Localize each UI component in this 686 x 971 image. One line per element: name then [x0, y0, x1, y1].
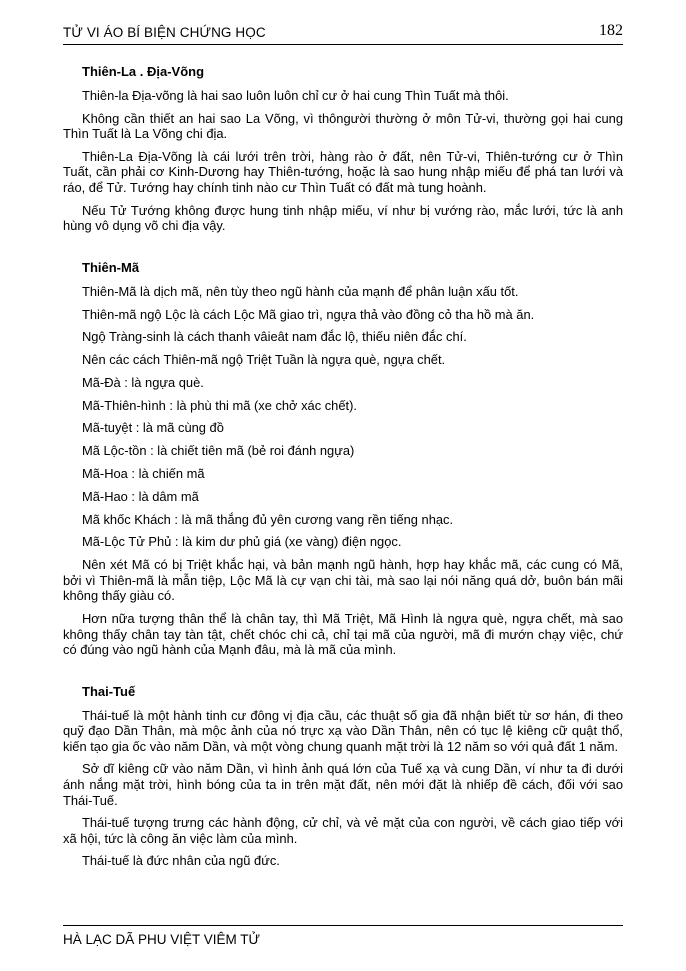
section-title: Thiên-La . Địa-Võng — [82, 64, 205, 79]
list-line: Mã Lộc-tồn : là chiết tiên mã (bẻ roi đánh ngựa) — [82, 443, 355, 459]
paragraph: Thiên-la Địa-võng là hai sao luôn luôn chỉ cư ở hai cung Thìn Tuất mà thôi. — [82, 88, 509, 103]
section-thien-la-dia-vong — [63, 62, 623, 234]
list-line: Mã-Lộc Tử Phủ : là kim dư phủ giá (xe vàng) điện ngọc. — [82, 534, 402, 550]
paragraph: Thái-tuế là đức nhân của ngũ đức. — [82, 853, 280, 869]
list-line: Mã khốc Khách : là mã thắng đủ yên cương vang rền tiếng nhạc. — [82, 511, 454, 527]
book-title: TỬ VI ÁO BÍ BIỆN CHỨNG HỌC — [63, 25, 266, 40]
page-header — [63, 22, 623, 45]
paragraph: Thiên-La Địa-Võng là cái lưới trên trời, hàng rào ở đất, nên Tử-vi, Thiên-tướng cư ở Thìn Tuất, cần phải cơ Kinh-Dương hay Thiên-tướng, hoặc là sao hung nhập miếu để phá tan lưới và ráo, để Tử. Tướng hay chính tinh nào cư Thìn Tuất có đất mà tung hoành. — [63, 148, 623, 195]
section-thai-tue — [63, 682, 623, 869]
list-line: Ngộ Tràng-sinh là cách thanh vâieât nam đắc lộ, thiếu niên đắc chí. — [82, 329, 467, 345]
paragraph: Hơn nữa tượng thân thể là chân tay, thì Mã Triệt, Mã Hình là ngựa què, ngựa chết, mà sao không thấy chân tay tàn tật, chết chóc chi cả, chỉ tại mã của người, mã đi mướn chạy việc, chứ có đúng vào ngũ hành của Mạnh đâu, mà là mã của mình. — [63, 610, 623, 658]
list-line: Mã-tuyệt : là mã cùng đồ — [82, 420, 224, 436]
paragraph: Nên xét Mã có bị Triệt khắc hại, và bản mạnh ngũ hành, hợp hay khắc mã, các cung có Mã, bởi vì Thiên-mã là mẫn tiệp, Lộc Mã là cự vạn chi tài, mà sao lại nói năng quá dở, buôn bán mãi không thấy giàu có. — [63, 557, 623, 604]
list-line: Mã-Hao : là dâm mã — [82, 488, 199, 504]
list-line: Nên các cách Thiên-mã ngộ Triệt Tuần là ngựa què, ngựa chết. — [82, 352, 446, 368]
list-line: Thiên-Mã là dịch mã, nên tùy theo ngũ hành của mạnh để phân luận xấu tốt. — [82, 283, 519, 299]
section-thien-ma — [63, 258, 623, 658]
section-title: Thai-Tuế — [82, 683, 136, 699]
list-line: Mã-Hoa : là chiến mã — [82, 466, 205, 481]
page-content — [63, 62, 623, 876]
paragraph: Nếu Tử Tướng không được hung tinh nhập miếu, ví như bị vướng rào, mắc lưới, tức là anh hùng vô dụng võ chi địa vậy. — [63, 202, 623, 234]
section-title: Thiên-Mã — [82, 259, 140, 275]
list-line: Mã-Thiên-hình : là phù thi mã (xe chở xác chết). — [82, 397, 357, 413]
page-footer — [63, 925, 623, 947]
page-number: 182 — [599, 22, 623, 39]
paragraph: Sở dĩ kiêng cữ vào năm Dần, vì hình ảnh quá lớn của Tuế xạ và cung Dần, ví như ta đi dưới ánh nắng mặt trời, hình bóng của ta in trên mặt đất, nên mới đặt là nhiếp đề cách, đối với sao Thái-Tuế. — [63, 761, 623, 808]
paragraph: Thái-tuế là một hành tinh cư đông vị địa cầu, các thuật số gia đã nhận biết từ sơ hán, đi theo quỹ đạo Dần Thân, mà mộc ảnh của nó trực xạ vào Dần Thân, nên có tục lệ kiêng cữ quật thổ, kiến tạo gia ốc vào năm Dần, và một vòng chung quanh mặt trời là 12 năm so với quả đất 1 năm. — [63, 707, 623, 754]
paragraph: Không cần thiết an hai sao La Võng, vì thôngười thường ở môn Tử-vi, thường gọi hai cung Thìn Tuất là La Võng chi địa. — [63, 110, 623, 142]
footer-author: HÀ LẠC DÃ PHU VIỆT VIÊM TỬ — [63, 932, 261, 947]
paragraph: Thái-tuế tượng trưng các hành động, cử chỉ, và vẻ mặt của con người, về cách giao tiếp với xã hội, tức là công ăn việc làm của mình. — [63, 815, 623, 846]
list-line: Thiên-mã ngộ Lộc là cách Lộc Mã giao trì, ngựa thả vào đồng cỏ tha hồ mà ăn. — [82, 306, 535, 322]
list-line: Mã-Đà : là ngựa què. — [82, 374, 204, 390]
